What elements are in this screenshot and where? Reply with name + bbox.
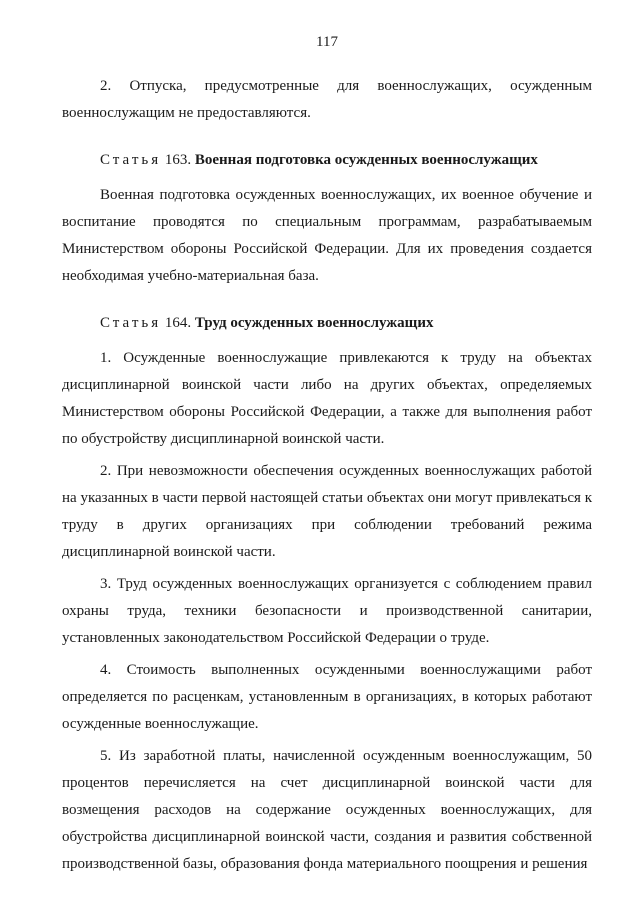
article-word: Статья <box>100 315 162 331</box>
article-number: 163. <box>164 152 192 168</box>
article-163-heading <box>62 147 592 174</box>
article-number: 164. <box>164 315 192 331</box>
paragraph-otpuska: 2. Отпуска, предусмотренные для военнослужащих, осужденным военнослужащим не предоставляются. <box>62 78 592 121</box>
article-title: Военная подготовка осужденных военнослужащих <box>194 152 538 168</box>
page-number: 117 <box>316 34 338 50</box>
article-word: Статья <box>100 152 162 168</box>
article-164-paragraph-2: 2. При невозможности обеспечения осужденных военнослужащих работой на указанных в части первой настоящей статьи объектах они могут привлекаться к труду в других организациях при соблюдении требований режима дисциплинарной воинской части. <box>62 463 592 560</box>
article-164-paragraph-5: 5. Из заработной платы, начисленной осужденным военнослужащим, 50 процентов перечисляется на счет дисциплинарной воинской части для возмещения расходов на содержание осужденных военнослужащих, для обустройства дисциплинарной воинской части, создания и развития собственной производственной базы, образования фонда материального поощрения и решения <box>62 748 592 872</box>
page-content <box>62 73 592 878</box>
article-164-paragraph-1: 1. Осужденные военнослужащие привлекаются к труду на объектах дисциплинарной воинской части либо на других объектах, определяемых Министерством обороны Российской Федерации, а также для выполнения работ по обустройству дисциплинарной воинской части. <box>62 350 592 447</box>
article-164-paragraph-4: 4. Стоимость выполненных осужденными военнослужащими работ определяется по расценкам, установленным в организациях, в которых работают осужденные военнослужащие. <box>62 662 592 732</box>
article-163-paragraph: Военная подготовка осужденных военнослужащих, их военное обучение и воспитание проводятся по специальным программам, разрабатываемым Министерством обороны Российской Федерации. Для их проведения создается необходимая учебно-материальная база. <box>62 187 592 284</box>
document-page <box>62 0 592 900</box>
article-164-heading <box>62 310 592 337</box>
article-title: Труд осужденных военнослужащих <box>194 315 434 331</box>
article-164-paragraph-3: 3. Труд осужденных военнослужащих организуется с соблюдением правил охраны труда, техники безопасности и производственной санитарии, установленных законодательством Российской Федерации о труде. <box>62 576 592 646</box>
